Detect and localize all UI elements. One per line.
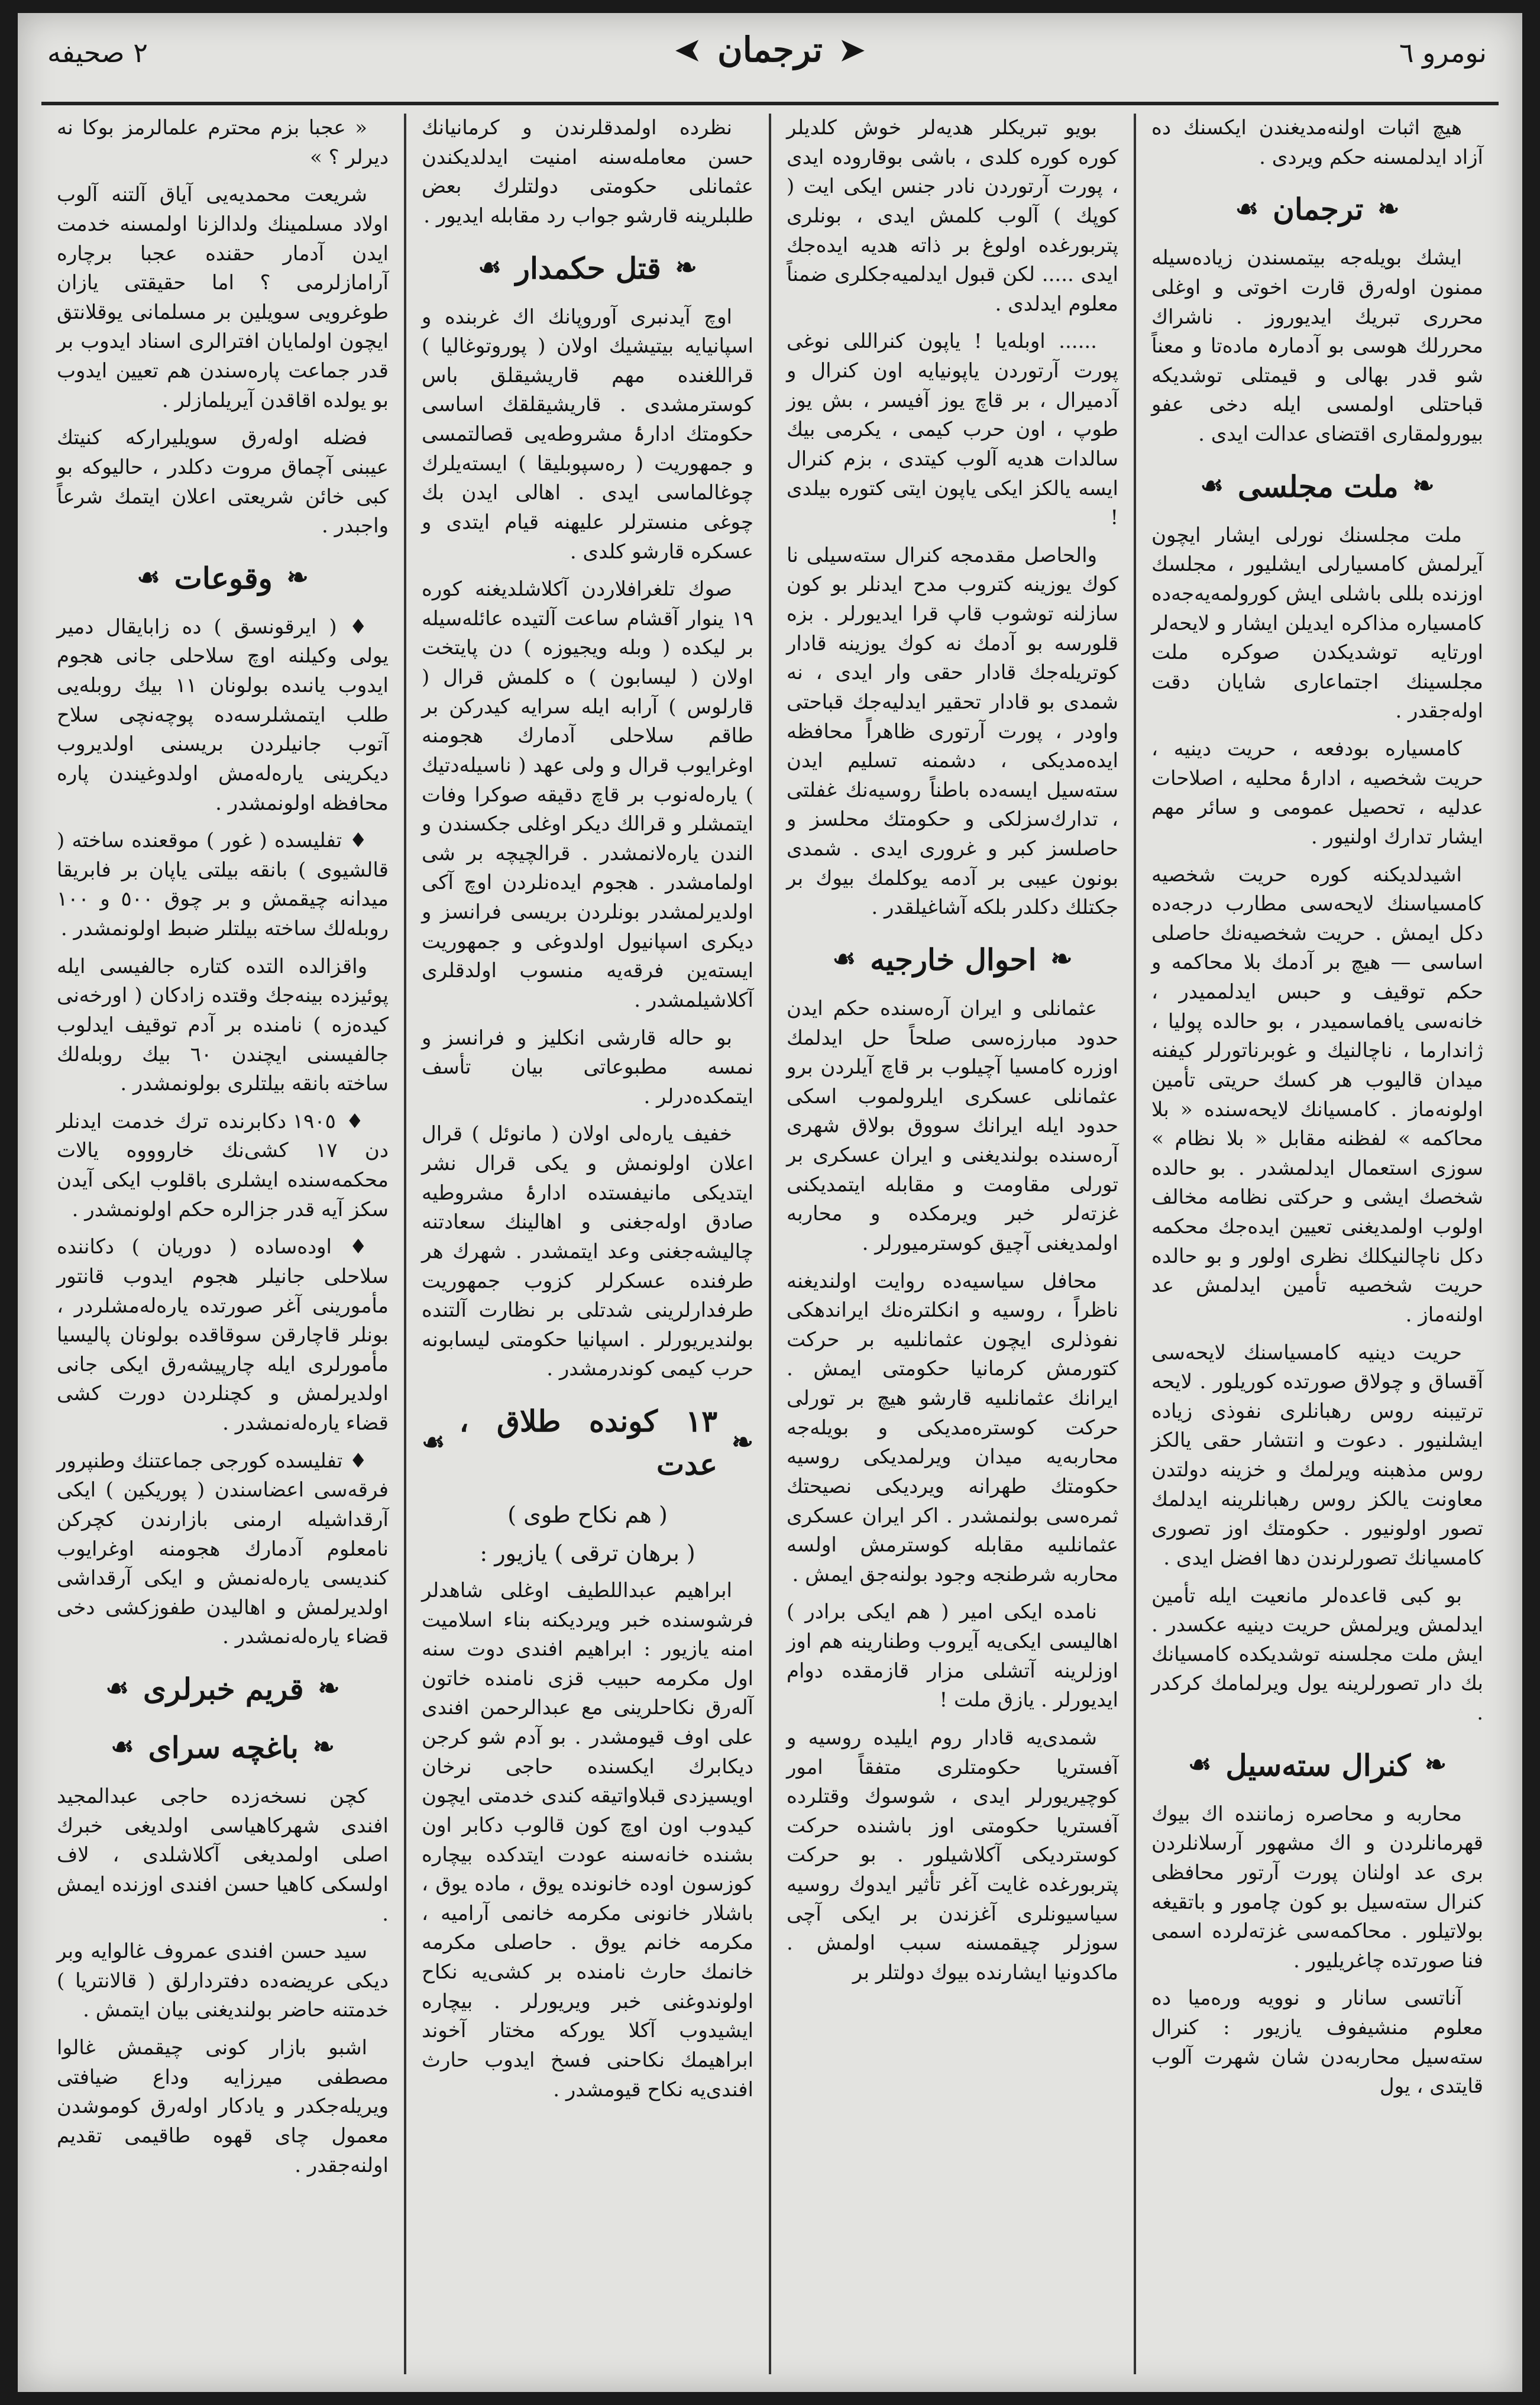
paragraph: ♦ تفليسده كورجى جماعتنك وطنپرور فرقه‌سى اعضاسندن ( پوريكين ) ايكى آرقداشيله ارمنى بازارندن كچركن نامعلوم آدمارك هجومنه اوغرايوب كنديسى يارەلەنمش و ايكى آرقداشى اولديرلمش و اهاليدن طفوزكشى دخى قضاء يارەلەنمشدر .: [57, 1449, 389, 1649]
heading-text: احوال خارجيه: [870, 942, 1037, 977]
paragraph: ♦ ١٩٠٥ دكابرنده ترك خدمت ايدنلر دن ١٧ كشى‌نك خاروووه يالات محكمه‌سنده ايشلرى باقلوب ايكى آيدن سكز آيه قدر جزالره حكم اولونمشدر .: [57, 1109, 389, 1221]
section-heading: [787, 938, 1118, 981]
section-heading: [57, 1667, 389, 1711]
paragraph: بو حاله قارشى انكليز و فرانسز و نمسه مطبوعاتى بيان تأسف ايتمكده‌درلر .: [422, 1026, 753, 1108]
section-heading: [422, 247, 753, 290]
paragraph: آناتسى سانار و نوويه ورەميا ده معلوم منشيفوف يازيور : كنرال ستەسيل محاربه‌دن شان شهرت آلوب قايتدى ، يول: [1151, 1986, 1483, 2099]
page-number-label: ٢ صحيفه: [47, 37, 148, 69]
column-4: [41, 114, 404, 2374]
masthead-rule: [41, 102, 1499, 105]
paragraph: محافل سياسيه‌ده روايت اولنديغنه ناظراً ، روسيه و انكلتره‌نك ايراندهكى نفوذلرى ايچون عثمانلىيه بر حركت كتورمش كرمانيا حكومتى ايمش . ايرانك عثمانلىيه قارشو هيچ بر تورلى حركت كوستره‌مديكى و بويله‌جه محاربه‌يه ميدان ويرلمديكى روسيه حكومتك طهرانه ويرديكى نصيحتك ثمره‌سى بولنمشدر . اكر ايران عسكرى عثمانلىيه مقابله كوسترمش اولسه محاربه شرطنجه وجود بولنه‌جق ايمش .: [787, 1269, 1118, 1586]
sub-heading: ( هم نكاح طوى ): [507, 1502, 668, 1528]
paragraph: هيچ اثبات اولنه‌مديغندن ايكسنك ده آزاد ايدلمسنه حكم ويردى .: [1151, 116, 1483, 169]
section-heading: [1151, 1744, 1483, 1787]
paragraph: بويو تبريكلر هديه‌لر خوش كلديلر كوره كوره كلدى ، باشى بوقاروده ايدى ، پورت آرتوردن نادر جنس ايكى ايت ( كوپك ) آلوب كلمش ايدى ، بونلرى پتربورغده اولوغ بر ذاته هديه ايده‌جك ايدى ..... لكن قبول ايدلميه‌جكلرى ضمناً معلوم ايدلدى .: [787, 116, 1118, 316]
paragraph: شريعت محمديه‌يى آياق آلتنه آلوب اولاد مسلمينك ولدالزنا اولمسنه خدمت ايدن آدمار حقنده عجبا برچاره آرامازلرمى ؟ اما حقيقتى يازان طوغرويى سويلين بر مسلمانى يوقلانتق ايچون اولمايان افترالرى اسناد ايدوب بر قدر جماعت پاره‌سندن هم تعيين ايدوب بو يولده اقاقدن آيريلمازلر .: [57, 183, 389, 412]
newspaper-page: [18, 13, 1522, 2392]
paragraph: سيد حسن افندى عمروف غالوايه وبر ديكى عريضه‌ده دفتردارلق ( قالانتريا ) خدمتنه حاضر بولنديغنى بيان ايتمش .: [57, 1939, 389, 2022]
paragraph: والحاصل مقدمجه كنرال ستەسيلى نا كوك يوزينه كتروب مدح ايدنلر بو كون سازلنه توشوب قاپ قرا ايديورلر . بزه قلورسه بو آدمك نه كوك يوزينه قادار كوتريله‌جك قادار حقى وار ايدى ، نه شمدى بو قادار تحقير ايدليه‌جك قباحتى واودر ، پورت آرتورى ظاهراً محافظه ايده‌مديكى ، دشمنه تسليم ايدن ستەسيل ايسه‌ده باطناً روسيه‌نك غفلتى ، تدارك‌سزلكى و حكومتك محلسز و حاصلسز كبر و غرورى ايدى . شمدى بونون عيبى بر آدمه يوكلمك بيوك بر جكتلك دكلدر بلكه آشاغيلقدر .: [787, 543, 1118, 920]
heading-text: قريم خبرلرى: [143, 1672, 304, 1706]
heading-ornament-icon: ❧: [286, 563, 309, 593]
paragraph: ♦ اودەساده ( دوريان ) دكاننده سلاحلى جانيلر هجوم ايدوب قانتور مأمورينى آغر صورتده يارەلەمشلردر ، بونلر قاچارقن سوقاقده بولونان پاليسيا مأمورلرى ايله چارپيشه‌رق ايكى جانى اولديرلمش و كچنلردن دورت كشى قضاء يارەلەنمشدر .: [57, 1235, 389, 1435]
heading-ornament-icon: ☙: [105, 1673, 129, 1704]
paragraph: كچن نسخه‌زده حاجى عبدالمجيد افندى شهركاهياسى اولديغى خبرك اصلى اولمديغى آكلاشلدى ، لاف اولسكى كاهيا حسن افندى اوزنده ايمش .: [57, 1785, 389, 1926]
paragraph: بو كبى قاعده‌لر مانعيت ايله تأمين ايدلمش ويرلمش حريت دينيه عكسدر . ايش ملت مجلسنه توشديكده كامسيانك بك دار تصورلرينه يول ويرلمامك كركدر .: [1151, 1583, 1483, 1725]
section-heading: [422, 1399, 753, 1486]
paragraph: اشيدلديكنه كوره حريت شخصيه كامسياسنك لايحه‌سى مطارب درجه‌ده دكل ايمش . حريت شخصيه‌نك حاصلى اساسى — هيچ بر آدمك بلا محاكمه و حكم توقيف و حبس ايدلمميدر ، خانه‌سى يافماسميدر ، بو حالده پوليا ، ژاندارما ، ناچالنيك و غوبرناتورلر كيفنه ميدان قاليوب هر كسك حريتى تأمين اولونه‌ماز . كامسيانك لايحه‌سنده « بلا محاكمه » لفظنه مقابل « بلا نظام » سوزى استعمال ايدلمشدر . بو حالده شخصك ايشى و حركتى نظامه مخالف اولوب اولمديغنى تعيين ايده‌جك محكمه دكل ناچالنيكلك نظرى اولور و بو حالده حريت شخصيه تأمين ايدلمش عد اولنه‌ماز .: [1151, 862, 1483, 1327]
heading-text: قتل حكمدار: [515, 250, 661, 286]
paragraph: عثمانلى و ايران آرەسنده حكم ايدن حدود مبارزه‌سى صلحاً حل ايدلمك اوزره كامسيا آچيلوب بر قاچ آيلردن برو عثمانلى عسكرى ايلرولموب اسكى حدود ايله ايرانك سووق بولاق شهرى آرەسنده بولنديغنى و ايران عسكرى بر تورلى مقاومت و مقابله ايتمديكنى غزته‌لر خبر ويرمكده و محاربه اولمديغنى آچيق كوسترميورلر .: [787, 996, 1118, 1255]
heading-ornament-icon: ❧: [318, 1673, 340, 1704]
section-heading: [57, 557, 389, 600]
heading-ornament-icon: ☙: [478, 252, 502, 283]
paragraph: كامسياره بودفعه ، حريت دينيه ، حريت شخصيه ، ادارۂ محليه ، اصلاحات عدليه ، تحصيل عمومى و سائر مهم ايشار تدارك اولنيور .: [1151, 737, 1483, 849]
paragraph: ♦ تفليسده ( غور ) موقعنده ساخته ( قالشيوى ) بانقه بيلتى ياپان بر فابريقا ميدانه چيقمش و بر چوق ٥٠٠ و ١٠٠ روبله‌لك ساخته بيلتلر ضبط اولونمشدر .: [57, 829, 389, 940]
left-ornament-icon: ➤: [839, 31, 865, 68]
heading-ornament-icon: ☙: [111, 1732, 134, 1763]
paragraph: ايشك بويله‌جه بيتمسندن زياده‌سيله ممنون اولەرق قارت اخوتى و اوغلى محررى تبريك ايديوروز . ناشراك محررلك هوسى بو آدمارہ ماده‌تا و معناً شو قدر بهالى و قيمتلى توشديكه قباحتلى اولمسى ايله دخى عفو بيورولمقارى اقتضاى عدالت ايدى .: [1151, 246, 1483, 446]
heading-ornament-icon: ☙: [137, 563, 160, 593]
section-heading: [57, 1726, 389, 1769]
right-ornament-icon: ➤: [675, 31, 701, 68]
title-text: ترجمان: [717, 30, 823, 70]
paragraph: صوك تلغرافلاردن آكلاشلديغنه كوره ١٩ ينوار آقشام ساعت آلتيده عائله‌سيله بر ليكده ( وبلە ويجيوزە ) دن پايتخت اولان ( ليسابون ) ە كلمش قرال ( قارلوس ) آرابه ايله سرايه كيدركن بر طاقم سلاحلى آدمارك هجومنه اوغرايوب قرال و ولى عهد ( ناسيله‌دتيك ) يارەلەنوب بر قاچ دقيقه صوكرا وفات ايتمشلر و قرالك ديكر اوغلى جكسندن و الندن يارەلانمشدر . قرالچيچه بر شى اولمامشدر . هجوم ايده‌نلردن اوچ آكى اولديرلمشدر بونلردن بريسى فرانسز و ديكرى اسپانيول اولدوغى و جمهوريت ايستەين فرقه‌يه منسوب اولدقلرى آكلاشيلمشدر .: [422, 577, 753, 1012]
heading-ornament-icon: ❧: [732, 1427, 753, 1457]
heading-ornament-icon: ❧: [1050, 944, 1073, 975]
column-2: [769, 114, 1134, 2374]
paragraph: نامده ايكى امير ( هم ايكى برادر ) اهاليسى ايكى‌يه آيروب وطنارينه هم اوز اوزلرينه آتشلى مزار قازمقده دوام ايديورلر . يازق ملت !: [787, 1600, 1118, 1712]
heading-ornament-icon: ☙: [1188, 1750, 1212, 1780]
heading-ornament-icon: ❧: [312, 1732, 335, 1763]
paragraph: نظرده اولمدقلرندن و كرمانيانك حسن معامله‌سنه امنيت ايدلديكندن عثمانلى حكومتى دولتلرك بعض طلبلرينه قارشو جواب رد مقابله ايديور .: [422, 116, 753, 228]
paragraph: ابراهيم عبداللطيف اوغلى شاهدلر فرشوسنده خبر ويرديكنه بناء اسلاميت امنه يازيور : ابراهيم افندى دوت سنه اول مكرمه حبيب قزى نامنده خاتون آلەرق نكاحلرينى مع عبدالرحمن افندى على اوف قيومشدر . بو آدم شو كرجن ديكابرك ايكسنده حاجى نرخان اويسيزدى قبلاواتيقه كندى خدمتى ايچون كيدوب اون اوچ كون قالوب دكابر اون بشنده خانه‌سنه عودت ايتدكده بيچاره كوزسون اوده خانونده يوق ، ماده يوق ، باشلار خانونى مكرمه خانمى آراميه ، مكرمه خانم يوق . حاصلى مكرمه خانمك حارث نامنده بر كشى‌يه نكاح اولوندوغنى خبر ويريورلر . بيچاره ايشيدوب آكلا يوركه مختار آخوند ابراهيمك نكاحنى فسخ ايدوب حارث افندى‌يه نكاح قيومشدر .: [422, 1578, 753, 2102]
section-heading: [1151, 188, 1483, 231]
heading-ornament-icon: ☙: [422, 1427, 445, 1457]
paragraph: اشبو بازار كونى چيقمش غالوا مصطفى ميرزايه وداع ضيافتى ويريله‌جكدر و يادكار اولەرق كوموشدن معمول چاى قهوه طاقيمى تقديم اولنه‌جقدر .: [57, 2036, 389, 2177]
column-3: [404, 114, 769, 2374]
heading-ornament-icon: ❧: [1412, 471, 1435, 501]
heading-text: ١٣ كونده طلاق ، عدت: [459, 1404, 718, 1482]
heading-text: ترجمان: [1273, 192, 1364, 227]
heading-text: كنرال ستەسيل: [1225, 1747, 1411, 1783]
heading-ornament-icon: ☙: [1200, 471, 1224, 501]
heading-text: ملت مجلسى: [1237, 468, 1399, 504]
heading-ornament-icon: ❧: [1425, 1750, 1447, 1780]
paragraph: خفيف يارەلى اولان ( مانوئل ) قرال اعلان اولونمش و يكى قرال نشر ايتديكى مانيفستده ادارۂ مشروطيه صادق اوله‌جغنى و اهالينك سعادتنه چاليشه‌جغنى وعد ايتمشدر . شهرك هر طرفنده عسكرلر كزوب جمهوريت طرفدارلرينى شدتلى بر نظارت آلتنده بولنديريورلر . اسپانيا حكومتى ليسابونه حرب كيمى كوندرمشدر .: [422, 1122, 753, 1381]
heading-text: باغچه سراى: [148, 1730, 299, 1765]
paragraph: ♦ ( ايرقونسق ) ده زابايقال دمير يولى وكيلنه اوچ سلاحلى جانى هجوم ايدوب يانىده بولونان ١١ بيك روبله‌يى طلب ايتمشلرسه‌ده پوچه‌نچى سلاح آتوب جانيلردن بريسنى اولديروب ديكرينى يارەلەمش اولدوغيندن پاره محافظه اولونمشدر .: [57, 615, 389, 815]
paragraph: فضله اولەرق سويليرارکه كنيتك عيبنى آچماق مروت دكلدر ، حاليوكه بو كبى خائن شريعتى اعلان ايتمك شرعاً واجبدر .: [57, 426, 389, 538]
paragraph: محاربه و محاصره زماننده اك بيوك قهرمانلردن و اك مشهور آرسلانلردن برى عد اولنان پورت آرتور محافظى كنرال ستەسيل بو كون چامور و باتقيغه بولاتيلور . محاكمه‌سى غزته‌لرده اسمى فنا صورتده چاغريليور .: [1151, 1802, 1483, 1973]
issue-number-label: نومرو ٦: [1399, 37, 1487, 69]
paragraph: « عجبا بزم محترم علمالرمز بوكا نه ديرلر ؟ »: [57, 116, 389, 169]
heading-ornament-icon: ☙: [832, 944, 856, 975]
heading-ornament-icon: ☙: [1235, 193, 1259, 224]
heading-text: وقوعات: [174, 560, 273, 596]
newspaper-title: [675, 30, 865, 70]
paragraph: ملت مجلسنك نورلى ايشار ايچون آيرلمش كامسيارلى ايشليور ، مجلسك اوزنده بللى باشلى ايش كورولمه‌يه‌جه‌ده كامسياره مذاكره ايديلن ايشار و لايحه‌لر اورتايه توشديكدن صوكره ملت مجلسينك اجتماعارى شايان دقت اوله‌جقدر .: [1151, 523, 1483, 723]
heading-ornament-icon: ❧: [1377, 193, 1400, 224]
paragraph: واقزالده التده كتاره جالفيسى ايله پوئيزده بينه‌جك وقتده زادكان ( اورخه‌نى كيدەزه ) نامنده بر آدم توقيف ايدلوب جالفيسنى ايچندن ٦٠ بيك روبله‌لك ساخته بانقه بيلتلرى بولونمشدر .: [57, 954, 389, 1096]
column-1: [1134, 114, 1499, 2374]
heading-ornament-icon: ❧: [675, 252, 697, 283]
paragraph: ...... اوبله‌يا ! ياپون كنراللى نوغى پورت آرتوردن ياپونيايه اون كنرال و آدميرال ، بر قاچ يوز آفيسر ، بش يوز طوپ ، اون حرب كيمى ، يكرمى بيك سالدات هديه آلوب كيتدى ، بزم كنرال ايسه يالكز ايكى ياپون ايتى كتوره بيلدى !: [787, 329, 1118, 530]
section-heading: [1151, 465, 1483, 508]
masthead: [18, 13, 1522, 102]
paragraph: شمدى‌يه قادار روم ايليده روسيه و آفستريا حكومتلرى متفقاً امور كوچيريورلر ايدى ، شوسوك وقتلرده آفستريا حكومتى اوز باشنده حركت كوسترديكى آكلاشيلور . بو حركت پتربورغده غايت آغر تأثير ايدوك روسيه سياسيونلرى آغزندن بر ايكى آچى سوزلر چيقمسنه سبب اولمش . ماكدونيا ايشارنده بيوك دولتلر بر: [787, 1725, 1118, 1984]
paragraph: اوچ آيدنبرى آوروپانك اك غربنده و اسپانيايه بيتيشيك اولان ( پوروتوغاليا ) قراللغنده مهم قاريشيقلق باس كوسترمشدى . قاريشيقلقك اساسى حكومتك ادارۂ مشروطه‌يى قصالتمسى و جمهوريت ( رەسپوبليقا ) ايستەيلرك چوغالماسى ايدى . اهالى ايدن بك چوغى منسترلر عليهنه قيام ايتدى و عسكره قارشو كلدى .: [422, 305, 753, 564]
sub-heading: ( برهان ترقى ) يازيور :: [480, 1540, 695, 1567]
paragraph: حريت دينيه كامسياسنك لايحه‌سى آقساق و چولاق صورتده كوريلور . لايحه ترتيبنه روس رهبانلرى نفوذى زياده ايشلنيور . دعوت و انتشار حقى يالكز روس مذهبنه ويرلمك و خزينه دولتدن معاونت يالكز روس رهبانلرينه ايدلمك تصور اولونيور . حكومتك اوز تصورى كامسيانك تصورلرندن دها افضل ايدى .: [1151, 1340, 1483, 1570]
article-columns: [41, 114, 1499, 2374]
